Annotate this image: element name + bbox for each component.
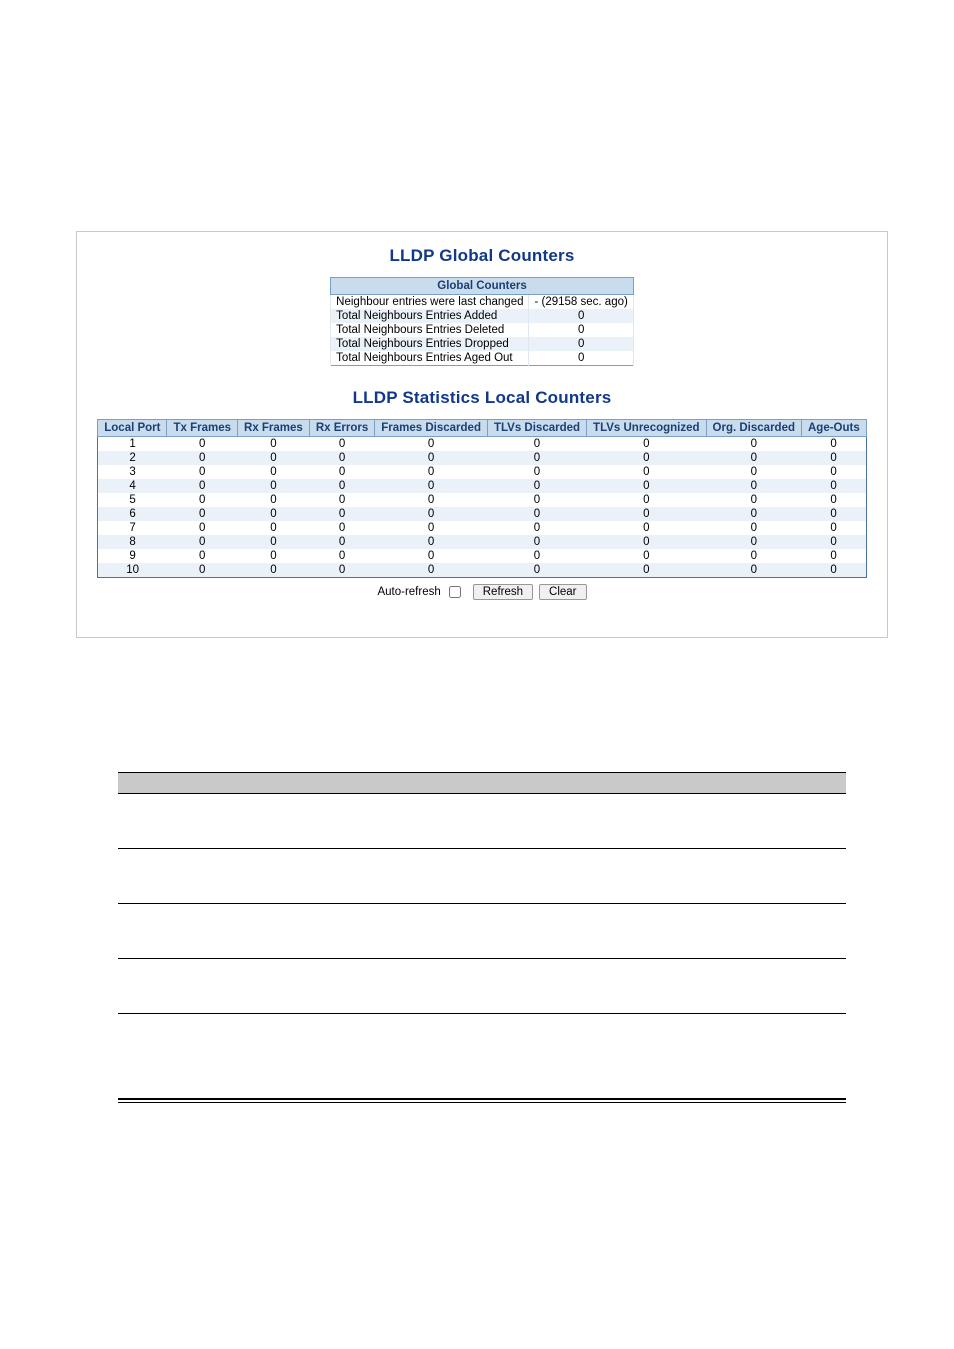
cell-tlvs-unrecognized: 0 [587, 549, 707, 563]
description-table [118, 772, 846, 1068]
description-header-object [118, 773, 318, 794]
description-table-bottom-rule [118, 1098, 846, 1100]
table-row [331, 309, 634, 323]
cell-frames-discarded: 0 [375, 451, 488, 465]
cell-age-outs: 0 [802, 437, 867, 452]
table-row [331, 295, 634, 310]
cell-age-outs: 0 [802, 563, 867, 578]
cell-tlvs-discarded: 0 [487, 493, 586, 507]
cell-tlvs-unrecognized: 0 [587, 493, 707, 507]
cell-frames-discarded: 0 [375, 507, 488, 521]
cell-tx-frames: 0 [167, 563, 238, 578]
cell-local-port: 1 [98, 437, 167, 452]
cell-org-discarded: 0 [706, 563, 801, 578]
cell-rx-errors: 0 [309, 465, 374, 479]
table-row [118, 959, 846, 1014]
global-row-label: Total Neighbours Entries Added [331, 309, 529, 323]
table-row [98, 563, 867, 578]
cell-rx-errors: 0 [309, 535, 374, 549]
cell-tlvs-unrecognized: 0 [587, 465, 707, 479]
column-header-tlvs-discarded: TLVs Discarded [487, 420, 586, 437]
cell-tlvs-discarded: 0 [487, 507, 586, 521]
column-header-tx-frames: Tx Frames [167, 420, 238, 437]
cell-tlvs-unrecognized: 0 [587, 507, 707, 521]
cell-org-discarded: 0 [706, 535, 801, 549]
cell-tx-frames: 0 [167, 437, 238, 452]
cell-tx-frames: 0 [167, 465, 238, 479]
global-row-label: Total Neighbours Entries Dropped [331, 337, 529, 351]
column-header-tlvs-unrecognized: TLVs Unrecognized [587, 420, 707, 437]
cell-rx-errors: 0 [309, 521, 374, 535]
description-cell-text [318, 849, 846, 904]
table-row [98, 507, 867, 521]
global-row-label: Total Neighbours Entries Deleted [331, 323, 529, 337]
table-row [98, 479, 867, 493]
cell-tx-frames: 0 [167, 493, 238, 507]
cell-tlvs-discarded: 0 [487, 437, 586, 452]
cell-tx-frames: 0 [167, 451, 238, 465]
cell-tlvs-discarded: 0 [487, 479, 586, 493]
description-cell-object [118, 904, 318, 959]
global-row-label: Neighbour entries were last changed [331, 295, 529, 310]
stats-table-wrapper [77, 419, 887, 578]
auto-refresh-checkbox[interactable] [449, 586, 461, 598]
table-row [98, 535, 867, 549]
cell-local-port: 6 [98, 507, 167, 521]
refresh-button[interactable]: Refresh [473, 584, 533, 600]
description-cell-text [318, 959, 846, 1014]
cell-org-discarded: 0 [706, 479, 801, 493]
cell-tlvs-unrecognized: 0 [587, 479, 707, 493]
cell-tx-frames: 0 [167, 549, 238, 563]
cell-org-discarded: 0 [706, 549, 801, 563]
table-row [98, 493, 867, 507]
cell-org-discarded: 0 [706, 507, 801, 521]
cell-tlvs-unrecognized: 0 [587, 437, 707, 452]
cell-tlvs-unrecognized: 0 [587, 521, 707, 535]
table-row [331, 323, 634, 337]
global-row-value: 0 [529, 323, 633, 337]
description-cell-text [318, 904, 846, 959]
cell-rx-errors: 0 [309, 479, 374, 493]
cell-age-outs: 0 [802, 451, 867, 465]
cell-rx-frames: 0 [238, 563, 310, 578]
cell-age-outs: 0 [802, 521, 867, 535]
cell-rx-errors: 0 [309, 437, 374, 452]
cell-rx-frames: 0 [238, 451, 310, 465]
global-row-value: 0 [529, 309, 633, 323]
cell-rx-frames: 0 [238, 549, 310, 563]
cell-age-outs: 0 [802, 493, 867, 507]
cell-local-port: 4 [98, 479, 167, 493]
description-cell-object [118, 849, 318, 904]
cell-frames-discarded: 0 [375, 437, 488, 452]
statistics-local-counters-title: LLDP Statistics Local Counters [352, 388, 612, 407]
cell-frames-discarded: 0 [375, 479, 488, 493]
cell-frames-discarded: 0 [375, 563, 488, 578]
column-header-rx-errors: Rx Errors [309, 420, 374, 437]
cell-age-outs: 0 [802, 535, 867, 549]
cell-tx-frames: 0 [167, 535, 238, 549]
description-cell-object [118, 794, 318, 849]
cell-rx-frames: 0 [238, 521, 310, 535]
cell-frames-discarded: 0 [375, 549, 488, 563]
cell-tlvs-unrecognized: 0 [587, 563, 707, 578]
table-row [118, 904, 846, 959]
cell-rx-errors: 0 [309, 451, 374, 465]
table-row [118, 849, 846, 904]
global-counters-table-wrapper [77, 277, 887, 366]
cell-tlvs-discarded: 0 [487, 465, 586, 479]
cell-rx-errors: 0 [309, 549, 374, 563]
column-header-org-discarded: Org. Discarded [706, 420, 801, 437]
global-counters-table [330, 277, 634, 366]
cell-rx-frames: 0 [238, 493, 310, 507]
cell-age-outs: 0 [802, 479, 867, 493]
global-row-value: 0 [529, 337, 633, 351]
description-cell-text [318, 1014, 846, 1069]
table-row [331, 351, 634, 366]
global-row-value: - (29158 sec. ago) [529, 295, 633, 310]
cell-tlvs-discarded: 0 [487, 549, 586, 563]
cell-local-port: 8 [98, 535, 167, 549]
cell-rx-frames: 0 [238, 535, 310, 549]
description-cell-text [318, 794, 846, 849]
column-header-frames-discarded: Frames Discarded [375, 420, 488, 437]
cell-tx-frames: 0 [167, 521, 238, 535]
global-counters-header-cell: Global Counters [331, 278, 634, 295]
cell-age-outs: 0 [802, 507, 867, 521]
description-header-description [318, 773, 846, 794]
cell-tlvs-unrecognized: 0 [587, 535, 707, 549]
column-header-age-outs: Age-Outs [802, 420, 867, 437]
global-counters-header-row [331, 278, 634, 295]
description-cell-object [118, 1014, 318, 1069]
stats-header-row [98, 420, 867, 437]
cell-tlvs-discarded: 0 [487, 563, 586, 578]
cell-org-discarded: 0 [706, 521, 801, 535]
cell-rx-errors: 0 [309, 507, 374, 521]
cell-tx-frames: 0 [167, 479, 238, 493]
cell-org-discarded: 0 [706, 493, 801, 507]
auto-refresh-label: Auto-refresh [377, 586, 441, 598]
table-row [331, 337, 634, 351]
lldp-statistics-table [97, 419, 867, 578]
cell-tlvs-discarded: 0 [487, 521, 586, 535]
cell-age-outs: 0 [802, 465, 867, 479]
description-table-bottom-rule-secondary [118, 1102, 846, 1103]
column-header-rx-frames: Rx Frames [238, 420, 310, 437]
cell-rx-errors: 0 [309, 563, 374, 578]
global-row-label: Total Neighbours Entries Aged Out [331, 351, 529, 366]
description-header-row [118, 773, 846, 794]
cell-tx-frames: 0 [167, 507, 238, 521]
cell-org-discarded: 0 [706, 465, 801, 479]
cell-local-port: 3 [98, 465, 167, 479]
cell-local-port: 7 [98, 521, 167, 535]
table-row [118, 1014, 846, 1069]
cell-org-discarded: 0 [706, 437, 801, 452]
cell-frames-discarded: 0 [375, 521, 488, 535]
panel-controls [77, 584, 887, 600]
clear-button[interactable]: Clear [539, 584, 586, 600]
table-row [98, 521, 867, 535]
table-row [98, 451, 867, 465]
cell-local-port: 10 [98, 563, 167, 578]
table-row [118, 794, 846, 849]
cell-org-discarded: 0 [706, 451, 801, 465]
description-cell-object [118, 959, 318, 1014]
cell-rx-frames: 0 [238, 479, 310, 493]
table-row [98, 549, 867, 563]
table-row [98, 465, 867, 479]
column-header-local-port: Local Port [98, 420, 167, 437]
lldp-counters-screenshot-panel [76, 231, 888, 638]
cell-frames-discarded: 0 [375, 465, 488, 479]
table-row [98, 437, 867, 452]
cell-age-outs: 0 [802, 549, 867, 563]
cell-local-port: 2 [98, 451, 167, 465]
cell-local-port: 9 [98, 549, 167, 563]
cell-frames-discarded: 0 [375, 493, 488, 507]
cell-frames-discarded: 0 [375, 535, 488, 549]
cell-tlvs-discarded: 0 [487, 535, 586, 549]
cell-local-port: 5 [98, 493, 167, 507]
cell-rx-frames: 0 [238, 507, 310, 521]
cell-rx-frames: 0 [238, 437, 310, 452]
cell-tlvs-discarded: 0 [487, 451, 586, 465]
cell-rx-errors: 0 [309, 493, 374, 507]
cell-rx-frames: 0 [238, 465, 310, 479]
global-counters-title: LLDP Global Counters [389, 246, 575, 265]
global-row-value: 0 [529, 351, 633, 366]
cell-tlvs-unrecognized: 0 [587, 451, 707, 465]
